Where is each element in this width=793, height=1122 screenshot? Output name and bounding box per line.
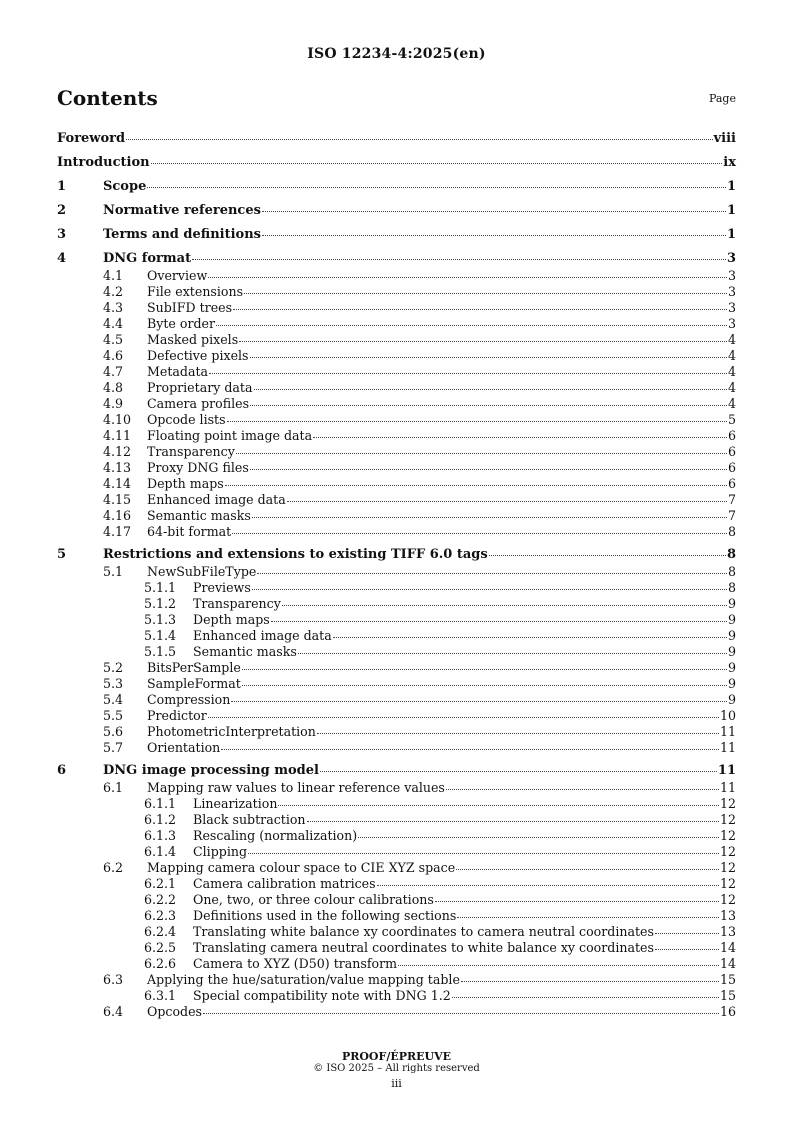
toc-entry-title: Depth maps bbox=[147, 476, 224, 491]
toc-entry-number: 6.2.5 bbox=[144, 940, 177, 955]
toc-entry-title: Orientation bbox=[147, 740, 221, 755]
toc-entry-title: File extensions bbox=[147, 284, 244, 299]
toc-entry[interactable] bbox=[57, 628, 736, 644]
toc-entry-title: Previews bbox=[193, 580, 251, 595]
toc-entry-title: Black subtraction bbox=[193, 812, 306, 827]
toc-entry[interactable] bbox=[57, 844, 736, 860]
page-footer bbox=[0, 1051, 793, 1090]
toc-entry-page: 3 bbox=[726, 251, 736, 266]
dot-leader bbox=[252, 588, 727, 590]
toc-entry-title: SampleFormat bbox=[147, 676, 241, 691]
dot-leader bbox=[262, 210, 726, 212]
toc-entry[interactable] bbox=[57, 1004, 736, 1020]
toc-entry[interactable] bbox=[57, 524, 736, 540]
toc-entry-page: 15 bbox=[719, 988, 736, 1003]
toc-entry[interactable] bbox=[57, 508, 736, 524]
toc-entry-number: 6.2.4 bbox=[144, 924, 177, 939]
dot-leader bbox=[446, 788, 719, 790]
toc-entry-number: 6.2.1 bbox=[144, 876, 177, 891]
dot-leader bbox=[282, 604, 727, 606]
toc-entry-number: 6.2 bbox=[103, 860, 124, 875]
dot-leader bbox=[461, 980, 719, 982]
toc-entry-page: 1 bbox=[726, 227, 736, 242]
toc-entry-page: 3 bbox=[727, 300, 736, 315]
toc-entry-title: Defective pixels bbox=[147, 348, 249, 363]
toc-entry-page: 9 bbox=[727, 596, 736, 611]
toc-entry-page: 4 bbox=[727, 380, 736, 395]
dot-leader bbox=[216, 324, 727, 326]
toc-entry-number: 4.13 bbox=[103, 460, 132, 475]
toc-entry-page: 6 bbox=[727, 428, 736, 443]
toc-entry-number: 5.5 bbox=[103, 708, 124, 723]
toc-entry-title: Normative references bbox=[103, 203, 261, 218]
toc-entry-title: Linearization bbox=[193, 796, 278, 811]
toc-entry-number: 5.2 bbox=[103, 660, 124, 675]
toc-entry-title: Masked pixels bbox=[147, 332, 239, 347]
toc-entry-number: 6.4 bbox=[103, 1004, 124, 1019]
toc-entry[interactable] bbox=[57, 988, 736, 1004]
toc-entry[interactable] bbox=[57, 940, 736, 956]
toc-entry[interactable] bbox=[57, 412, 736, 428]
toc-entry[interactable] bbox=[57, 708, 736, 724]
toc-entry-number: 5.1.5 bbox=[144, 644, 177, 659]
toc-entry[interactable] bbox=[57, 580, 736, 596]
dot-leader bbox=[317, 732, 719, 734]
toc-entry[interactable] bbox=[57, 460, 736, 476]
toc-entry-title: Special compatibility note with DNG 1.2 bbox=[193, 988, 451, 1003]
toc-entry-number: 4.9 bbox=[103, 396, 124, 411]
toc-entry-title: Definitions used in the following sections bbox=[193, 908, 457, 923]
dot-leader bbox=[244, 292, 727, 294]
toc-entry-title: Translating white balance xy coordinates to camera neutral coordinates bbox=[193, 924, 654, 939]
toc-entry-title: Opcodes bbox=[147, 1004, 202, 1019]
dot-leader bbox=[278, 804, 719, 806]
toc-entry-title: Mapping raw values to linear reference values bbox=[147, 780, 445, 795]
toc-entry-page: 15 bbox=[719, 972, 736, 987]
toc-entry-title: Restrictions and extensions to existing TIFF 6.0 tags bbox=[103, 547, 488, 562]
toc-entry-page: 5 bbox=[727, 412, 736, 427]
dot-leader bbox=[655, 932, 719, 934]
toc-entry[interactable] bbox=[57, 268, 736, 284]
dot-leader bbox=[262, 234, 726, 236]
toc-entry-number: 4.14 bbox=[103, 476, 132, 491]
toc-entry[interactable] bbox=[57, 740, 736, 756]
toc-entry-number: 6.1.2 bbox=[144, 812, 177, 827]
toc-entry-title: Enhanced image data bbox=[193, 628, 332, 643]
toc-entry[interactable] bbox=[57, 660, 736, 676]
toc-entry[interactable] bbox=[57, 908, 736, 924]
toc-entry-title: Rescaling (normalization) bbox=[193, 828, 358, 843]
toc-entry-page: 16 bbox=[719, 1004, 736, 1019]
toc-entry-page: 4 bbox=[727, 332, 736, 347]
toc-entry-number: 6.3 bbox=[103, 972, 124, 987]
toc-entry-title: Introduction bbox=[57, 155, 150, 170]
dot-leader bbox=[489, 554, 726, 556]
toc-entry-title: 64-bit format bbox=[147, 524, 232, 539]
toc-entry-page: 9 bbox=[727, 644, 736, 659]
toc-entry-page: 10 bbox=[719, 708, 736, 723]
toc-entry-number: 4.5 bbox=[103, 332, 124, 347]
toc-entry-number: 5.3 bbox=[103, 676, 124, 691]
document-header: ISO 12234-4:2025(en) bbox=[307, 46, 486, 62]
toc-entry-number: 5.7 bbox=[103, 740, 124, 755]
toc-entry[interactable] bbox=[57, 316, 736, 332]
toc-entry-page: 14 bbox=[719, 940, 736, 955]
dot-leader bbox=[457, 916, 719, 918]
toc-entry-number: 5.1 bbox=[103, 564, 124, 579]
toc-entry-number: 4.7 bbox=[103, 364, 124, 379]
toc-entry[interactable] bbox=[57, 924, 736, 940]
toc-entry-page: 13 bbox=[719, 908, 736, 923]
toc-entry-number: 4.11 bbox=[103, 428, 132, 443]
toc-entry[interactable] bbox=[57, 780, 736, 796]
dot-leader bbox=[298, 652, 727, 654]
toc-entry-title: BitsPerSample bbox=[147, 660, 241, 675]
toc-entry-number: 5.1.4 bbox=[144, 628, 177, 643]
toc-entry[interactable] bbox=[57, 396, 736, 412]
toc-entry-page: 7 bbox=[727, 508, 736, 523]
toc-entry-page: 9 bbox=[727, 612, 736, 627]
dot-leader bbox=[242, 668, 727, 670]
dot-leader bbox=[320, 770, 717, 772]
toc-entry[interactable] bbox=[57, 444, 736, 460]
toc-entry-page: 4 bbox=[727, 348, 736, 363]
toc-entry[interactable] bbox=[57, 876, 736, 892]
toc-entry-title: Semantic masks bbox=[193, 644, 297, 659]
toc-entry[interactable] bbox=[57, 364, 736, 380]
toc-entry-page: 14 bbox=[719, 956, 736, 971]
toc-entry-number: 5.6 bbox=[103, 724, 124, 739]
toc-entry-title: Proprietary data bbox=[147, 380, 253, 395]
dot-leader bbox=[233, 308, 727, 310]
toc-entry-page: 1 bbox=[726, 203, 736, 218]
dot-leader bbox=[209, 372, 727, 374]
dot-leader bbox=[456, 868, 719, 870]
toc-entry-title: Compression bbox=[147, 692, 231, 707]
toc-entry-page: 8 bbox=[726, 547, 736, 562]
dot-leader bbox=[452, 996, 719, 998]
toc-entry-page: 11 bbox=[719, 740, 736, 755]
toc-entry-title: Metadata bbox=[147, 364, 209, 379]
dot-leader bbox=[287, 500, 727, 502]
toc-entry-title: Overview bbox=[147, 268, 208, 283]
toc-entry-title: Clipping bbox=[193, 844, 248, 859]
toc-entry[interactable] bbox=[57, 956, 736, 972]
toc-entry[interactable] bbox=[57, 249, 736, 268]
toc-entry-number: 6.1.1 bbox=[144, 796, 177, 811]
dot-leader bbox=[248, 852, 719, 854]
toc-entry[interactable] bbox=[57, 177, 736, 196]
toc-entry-page: 6 bbox=[727, 476, 736, 491]
toc-entry-title: Mapping camera colour space to CIE XYZ space bbox=[147, 860, 456, 875]
toc-entry-title: Applying the hue/saturation/value mapping table bbox=[147, 972, 460, 987]
toc-entry-page: 6 bbox=[727, 444, 736, 459]
toc-entry[interactable] bbox=[57, 761, 736, 780]
toc-entry-title: Scope bbox=[103, 179, 147, 194]
dot-leader bbox=[151, 162, 723, 164]
dot-leader bbox=[398, 964, 719, 966]
toc-entry-page: 9 bbox=[727, 676, 736, 691]
toc-entry-number: 4.12 bbox=[103, 444, 132, 459]
toc-entry-title: SubIFD trees bbox=[147, 300, 233, 315]
toc-entry-title: Byte order bbox=[147, 316, 216, 331]
toc-entry-page: 12 bbox=[719, 844, 736, 859]
toc-entry-title: Depth maps bbox=[193, 612, 270, 627]
toc-entry-page: 3 bbox=[727, 284, 736, 299]
toc-entry-page: 3 bbox=[727, 268, 736, 283]
toc-entry[interactable] bbox=[57, 612, 736, 628]
toc-entry-number: 5.1.3 bbox=[144, 612, 177, 627]
toc-entry[interactable] bbox=[57, 476, 736, 492]
toc-entry-page: 12 bbox=[719, 828, 736, 843]
toc-entry-number: 6.1 bbox=[103, 780, 124, 795]
dot-leader bbox=[254, 388, 727, 390]
toc-entry-page: 11 bbox=[719, 780, 736, 795]
toc-entry-title: Floating point image data bbox=[147, 428, 313, 443]
dot-leader bbox=[250, 404, 727, 406]
toc-entry-title: Terms and definitions bbox=[103, 227, 261, 242]
toc-entry[interactable] bbox=[57, 892, 736, 908]
dot-leader bbox=[313, 436, 727, 438]
toc-entry-number: 4.4 bbox=[103, 316, 124, 331]
toc-entry-page: 4 bbox=[727, 364, 736, 379]
table-of-contents bbox=[57, 129, 736, 1020]
dot-leader bbox=[242, 684, 727, 686]
dot-leader bbox=[307, 820, 719, 822]
dot-leader bbox=[221, 748, 719, 750]
toc-entry-title: DNG format bbox=[103, 251, 192, 266]
dot-leader bbox=[358, 836, 719, 838]
dot-leader bbox=[250, 468, 727, 470]
dot-leader bbox=[203, 1012, 719, 1014]
copyright-notice: © ISO 2025 – All rights reserved bbox=[313, 1063, 480, 1074]
toc-entry-number: 4.2 bbox=[103, 284, 124, 299]
toc-entry-page: 8 bbox=[727, 524, 736, 539]
toc-entry-title: Proxy DNG files bbox=[147, 460, 249, 475]
toc-entry-page: 9 bbox=[727, 692, 736, 707]
proof-label: PROOF/ÉPREUVE bbox=[341, 1050, 452, 1063]
toc-entry-number: 4.1 bbox=[103, 268, 124, 283]
toc-entry-title: Foreword bbox=[57, 131, 126, 146]
toc-entry-number: 4 bbox=[57, 251, 67, 266]
toc-entry-page: ix bbox=[723, 155, 736, 170]
toc-entry[interactable] bbox=[57, 972, 736, 988]
toc-entry-number: 6.1.4 bbox=[144, 844, 177, 859]
toc-entry-page: 7 bbox=[727, 492, 736, 507]
toc-entry-page: 4 bbox=[727, 396, 736, 411]
toc-entry-number: 6.2.6 bbox=[144, 956, 177, 971]
toc-entry-number: 4.6 bbox=[103, 348, 124, 363]
dot-leader bbox=[377, 884, 719, 886]
toc-entry[interactable] bbox=[57, 300, 736, 316]
toc-entry[interactable] bbox=[57, 201, 736, 220]
toc-entry[interactable] bbox=[57, 225, 736, 244]
toc-entry-title: Semantic masks bbox=[147, 508, 251, 523]
dot-leader bbox=[208, 276, 727, 278]
dot-leader bbox=[252, 516, 727, 518]
dot-leader bbox=[126, 138, 713, 140]
dot-leader bbox=[192, 258, 726, 260]
toc-entry-number: 4.8 bbox=[103, 380, 124, 395]
toc-entry-page: 12 bbox=[719, 796, 736, 811]
toc-entry-title: DNG image processing model bbox=[103, 763, 319, 778]
toc-entry-number: 2 bbox=[57, 203, 67, 218]
toc-entry[interactable] bbox=[57, 692, 736, 708]
toc-entry-title: Translating camera neutral coordinates to white balance xy coordinates bbox=[193, 940, 654, 955]
dot-leader bbox=[435, 900, 719, 902]
toc-entry-title: One, two, or three colour calibrations bbox=[193, 892, 434, 907]
toc-entry-title: Enhanced image data bbox=[147, 492, 286, 507]
toc-entry[interactable] bbox=[57, 348, 736, 364]
toc-entry[interactable] bbox=[57, 428, 736, 444]
toc-entry-page: 6 bbox=[727, 460, 736, 475]
toc-entry[interactable] bbox=[57, 380, 736, 396]
dot-leader bbox=[227, 420, 727, 422]
toc-entry-number: 4.16 bbox=[103, 508, 132, 523]
dot-leader bbox=[333, 636, 727, 638]
toc-entry-page: 9 bbox=[727, 628, 736, 643]
toc-entry-page: 3 bbox=[727, 316, 736, 331]
toc-entry-title: Camera profiles bbox=[147, 396, 250, 411]
toc-entry-page: 12 bbox=[719, 812, 736, 827]
toc-entry[interactable] bbox=[57, 644, 736, 660]
dot-leader bbox=[655, 948, 719, 950]
toc-entry-title: Predictor bbox=[147, 708, 207, 723]
dot-leader bbox=[208, 716, 719, 718]
toc-entry[interactable] bbox=[57, 153, 736, 172]
toc-entry-page: 9 bbox=[727, 660, 736, 675]
toc-entry[interactable] bbox=[57, 676, 736, 692]
dot-leader bbox=[231, 700, 727, 702]
toc-entry[interactable] bbox=[57, 796, 736, 812]
toc-entry-title: Camera calibration matrices bbox=[193, 876, 376, 891]
dot-leader bbox=[232, 532, 727, 534]
toc-entry-number: 6.2.2 bbox=[144, 892, 177, 907]
toc-entry-title: Transparency bbox=[193, 596, 281, 611]
toc-entry-number: 5.1.2 bbox=[144, 596, 177, 611]
toc-entry-page: viii bbox=[713, 131, 736, 146]
toc-entry-title: Transparency bbox=[147, 444, 235, 459]
toc-entry[interactable] bbox=[57, 812, 736, 828]
toc-entry-page: 12 bbox=[719, 860, 736, 875]
toc-entry-number: 5.4 bbox=[103, 692, 124, 707]
toc-entry[interactable] bbox=[57, 545, 736, 564]
toc-entry-number: 4.15 bbox=[103, 492, 132, 507]
dot-leader bbox=[236, 452, 727, 454]
dot-leader bbox=[271, 620, 727, 622]
toc-entry-page: 11 bbox=[717, 763, 736, 778]
toc-entry[interactable] bbox=[57, 332, 736, 348]
toc-entry-number: 6 bbox=[57, 763, 67, 778]
toc-entry[interactable] bbox=[57, 284, 736, 300]
toc-entry-number: 5.1.1 bbox=[144, 580, 177, 595]
toc-entry-title: Opcode lists bbox=[147, 412, 226, 427]
toc-entry-number: 1 bbox=[57, 179, 67, 194]
toc-entry-number: 5 bbox=[57, 547, 67, 562]
toc-entry-title: NewSubFileType bbox=[147, 564, 257, 579]
toc-entry[interactable] bbox=[57, 492, 736, 508]
dot-leader bbox=[257, 572, 727, 574]
page-number: iii bbox=[391, 1077, 402, 1090]
toc-entry-page: 1 bbox=[726, 179, 736, 194]
dot-leader bbox=[239, 340, 727, 342]
toc-entry-number: 6.1.3 bbox=[144, 828, 177, 843]
toc-entry[interactable] bbox=[57, 860, 736, 876]
toc-entry-page: 12 bbox=[719, 876, 736, 891]
toc-entry-page: 13 bbox=[719, 924, 736, 939]
toc-entry-number: 6.3.1 bbox=[144, 988, 177, 1003]
dot-leader bbox=[225, 484, 727, 486]
toc-entry-page: 12 bbox=[719, 892, 736, 907]
toc-entry-number: 4.10 bbox=[103, 412, 132, 427]
dot-leader bbox=[250, 356, 727, 358]
contents-title: Contents bbox=[57, 86, 158, 110]
page-column-label: Page bbox=[708, 92, 736, 105]
toc-entry[interactable] bbox=[57, 129, 736, 148]
toc-entry[interactable] bbox=[57, 724, 736, 740]
toc-entry-page: 11 bbox=[719, 724, 736, 739]
toc-entry[interactable] bbox=[57, 564, 736, 580]
toc-entry-number: 4.3 bbox=[103, 300, 124, 315]
toc-entry-page: 8 bbox=[727, 580, 736, 595]
toc-entry[interactable] bbox=[57, 828, 736, 844]
toc-entry-number: 3 bbox=[57, 227, 67, 242]
dot-leader bbox=[147, 186, 726, 188]
toc-entry-title: Camera to XYZ (D50) transform bbox=[193, 956, 398, 971]
toc-entry-number: 6.2.3 bbox=[144, 908, 177, 923]
toc-entry-page: 8 bbox=[727, 564, 736, 579]
toc-entry-number: 4.17 bbox=[103, 524, 132, 539]
toc-entry-title: PhotometricInterpretation bbox=[147, 724, 316, 739]
toc-entry[interactable] bbox=[57, 596, 736, 612]
